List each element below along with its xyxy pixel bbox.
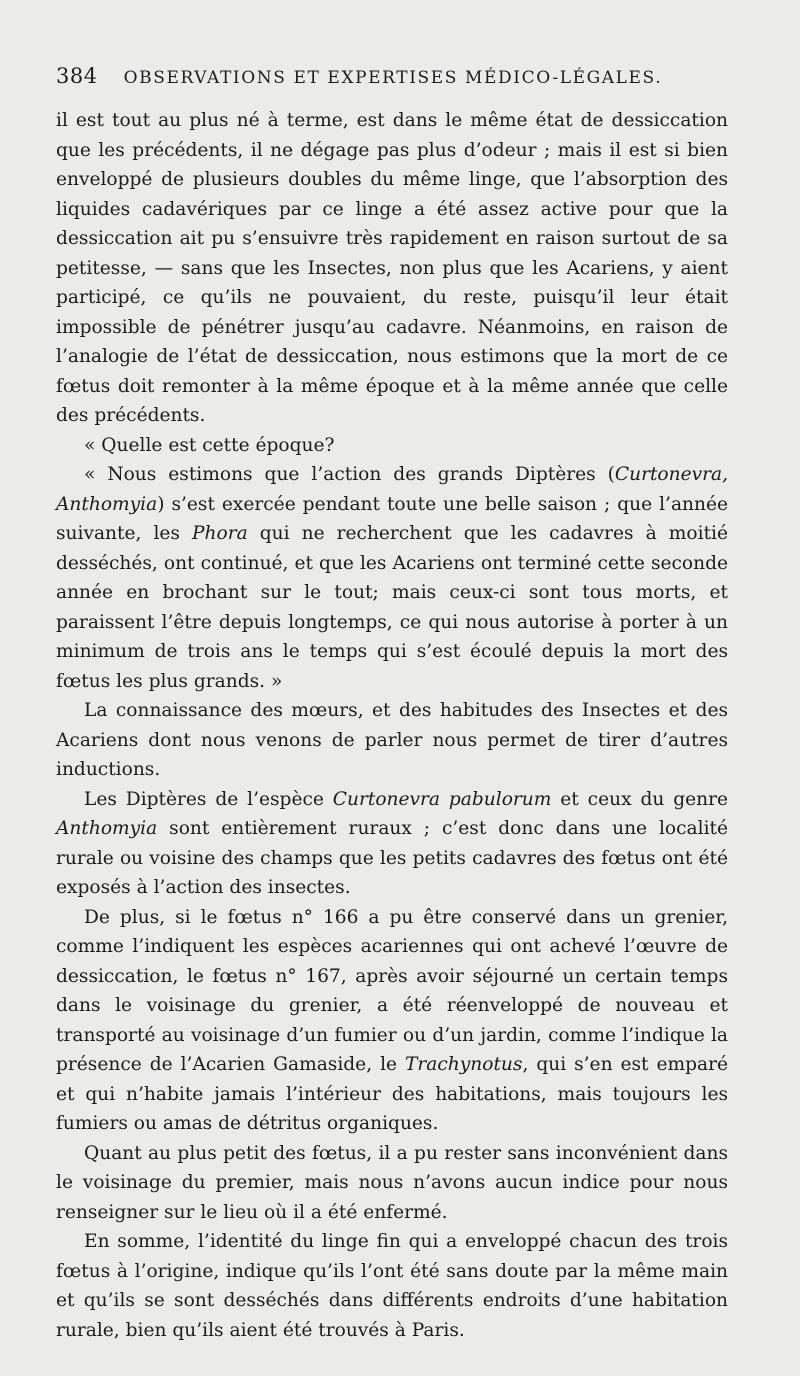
text-segment: , qui s’en est emparé et qui n’habite jamais l’intérieur des habitations, mais toujours les fumiers ou amas de détritus organiques.: [56, 1054, 729, 1134]
paragraph-7: [56, 1139, 728, 1228]
text-segment: sont entièrement ruraux ; c’est donc dans une localité rurale ou voisine des champs que les petits cadavres des fœtus ont été exposés à l’action des insectes.: [56, 818, 728, 898]
italic-text: Curtonevra pabulorum: [332, 788, 552, 810]
text-segment: En somme, l’identité du linge fin qui a enveloppé chacun des trois fœtus à l’origine, indique qu’ils l’ont été sans doute par la même main et qu’ils se sont desséchés dans différents endroits d’une habitation rurale, bien qu’ils aient été trouvés à Paris.: [56, 1231, 728, 1341]
italic-text: Phora: [192, 523, 248, 544]
text-segment: De plus, si le fœtus n° 166 a pu être conservé dans un grenier, comme l’indiquent les espèces acariennes qui ont achevé l’œuvre de dessiccation, le fœtus n° 167, après avoir séjourné un certain temps dans le voisinage du grenier, a été réenveloppé de nouveau et transporté au voisinage d’un fumier ou d’un jardin, comme l’indique la présence de l’Acarien Gamaside, le: [56, 906, 728, 1075]
text-segment: La connaissance des mœurs, et des habitudes des Insectes et des Acariens dont nous venons de parler nous permet de tirer d’autres inductions.: [56, 700, 728, 780]
paragraph-3: [56, 460, 728, 696]
paragraph-6: [56, 903, 728, 1139]
paragraph-1: [56, 106, 728, 431]
running-title: OBSERVATIONS ET EXPERTISES MÉDICO-LÉGALES.: [123, 68, 663, 88]
italic-text: Anthomyia: [56, 818, 158, 839]
text-segment: « Nous estimons que l’action des grands Diptères (: [84, 464, 615, 485]
paragraph-4: [56, 696, 728, 785]
italic-text: Curtonevra, Anthomyia: [56, 464, 728, 515]
text-segment: Les Diptères de l’espèce: [84, 788, 333, 810]
text-segment: il est tout au plus né à terme, est dans le même état de dessiccation que les précédents, il ne dégage pas plus d’odeur ; mais il est si bien enveloppé de plusieurs doubles du même linge, que l’absorption des liquides cadavériques par ce linge a été assez active pour que la dessiccation ait pu s’ensuivre très rapidement en raison surtout de sa petitesse, — sans que les Insectes, non plus que les Acariens, y aient participé, ce qu’ils ne pouvaient, du reste, puisqu’il leur était impossible de pénétrer jusqu’au cadavre. Néanmoins, en raison de l’analogie de l’état de dessiccation, nous estimons que la mort de ce fœtus doit remonter à la même époque et à la même année que celle des précédents.: [56, 110, 728, 426]
text-segment: « Quelle est cette époque?: [84, 434, 335, 456]
paragraph-2: [56, 431, 728, 461]
text-segment: Quant au plus petit des fœtus, il a pu rester sans inconvénient dans le voisinage du premier, mais nous n’avons aucun indice pour nous renseigner sur le lieu où il a été enfermé.: [56, 1142, 728, 1223]
page-number: 384: [56, 64, 98, 88]
body-text: [56, 106, 728, 1345]
text-segment: et ceux du genre: [551, 788, 728, 810]
paragraph-8: [56, 1227, 728, 1345]
paragraph-5: [56, 785, 728, 903]
running-header: [56, 64, 728, 98]
text-segment: qui ne recherchent que les cadavres à moitié desséchés, ont continué, et que les Acariens ont terminé cette seconde année en brochant sur le tout; mais ceux-ci sont tous morts, et paraissent l’être depuis longtemps, ce qui nous autorise à porter à un minimum de trois ans le temps qui s’est écoulé depuis la mort des fœtus les plus grands. »: [56, 523, 728, 692]
italic-text: Trachynotus: [405, 1054, 523, 1075]
text-segment: ) s’est exercée pendant toute une belle saison ; que l’année suivante, les: [56, 493, 728, 544]
